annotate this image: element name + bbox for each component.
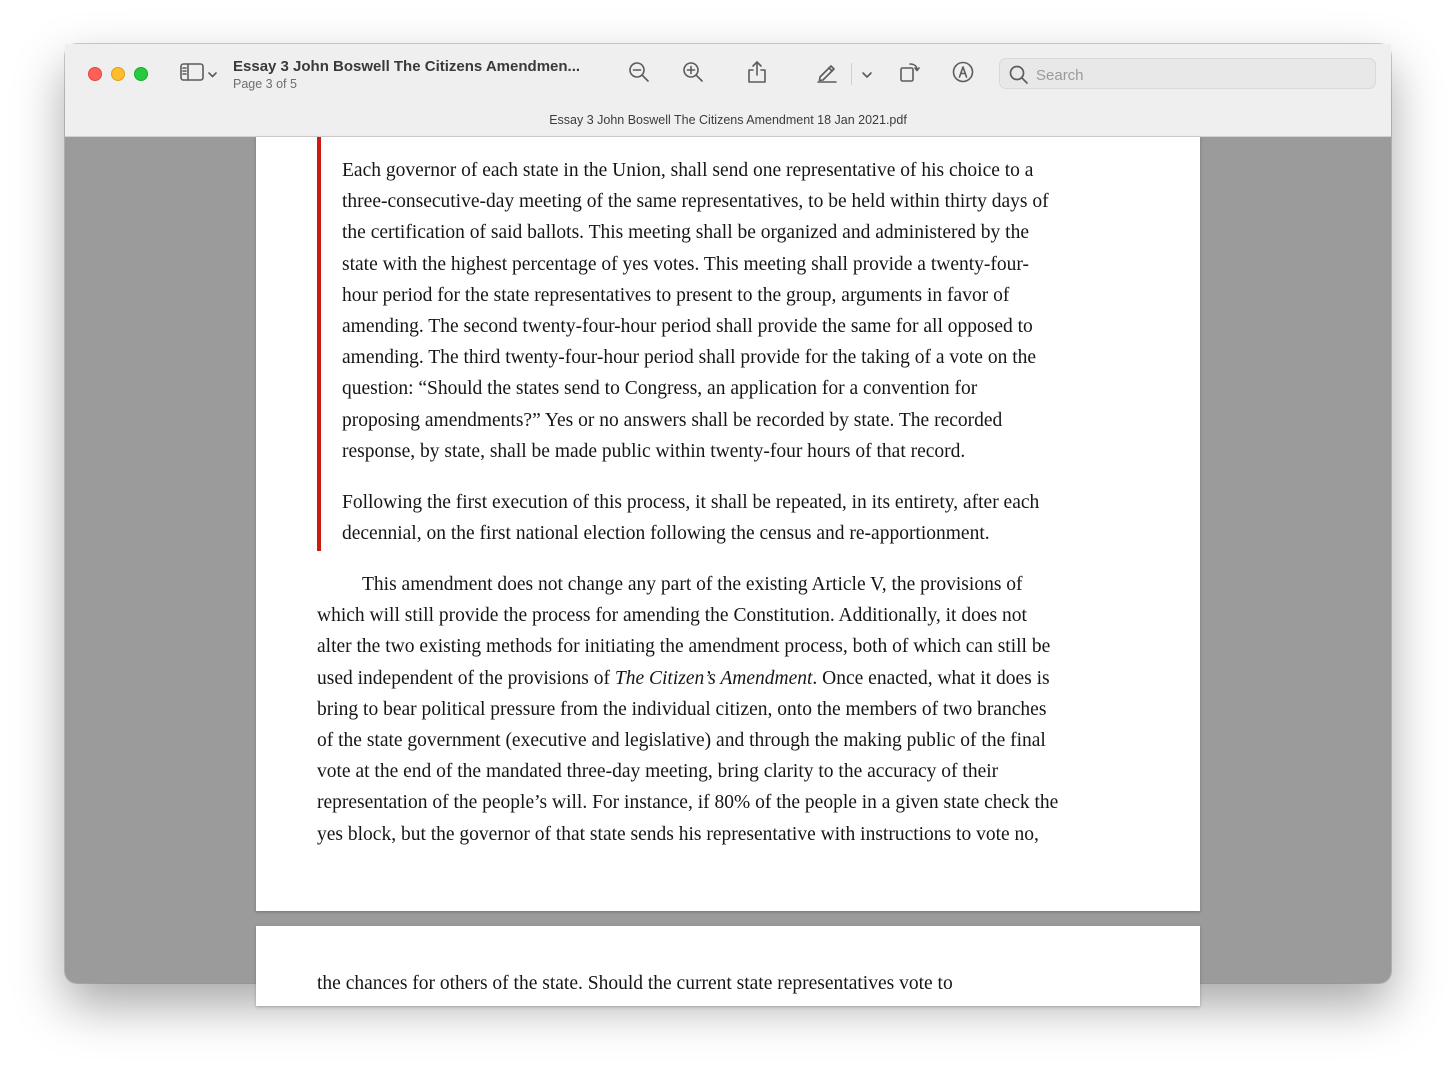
text-line: of the state government (executive and legislative) and through the making public of the final [317, 730, 1046, 752]
rotate-icon [898, 61, 920, 88]
text-line: This amendment does not change any part of the existing Article V, the provisions of [362, 574, 1023, 595]
text-line [317, 663, 1153, 694]
share-button[interactable] [743, 61, 771, 87]
text-line: hour period for the state representatives to present to the group, arguments in favor of [342, 284, 1010, 306]
text-line: the certification of said ballots. This meeting shall be organized and administered by the [342, 222, 1030, 244]
close-window-button[interactable] [88, 67, 102, 81]
text-line: alter the two existing methods for initiating the amendment process, both of which can still be [317, 636, 1051, 658]
text-line: response, by state, shall be made public within twenty-four hours of that record. [342, 440, 966, 462]
quote-paragraph-1 [342, 155, 1152, 467]
text-line: proposing amendments?” Yes or no answers shall be recorded by state. The recorded [342, 409, 1003, 431]
search-icon [1009, 65, 1028, 89]
text-line: Following the first execution of this process, it shall be repeated, in its entirety, after each [342, 492, 1040, 513]
toolbar-separator [851, 63, 852, 85]
zoom-out-button[interactable] [625, 61, 653, 87]
text-line: yes block, but the governor of that state sends his representative with instructions to vote no, [317, 823, 1039, 845]
markup-pen-icon [816, 61, 838, 88]
next-page-partial-text [317, 968, 1153, 999]
chevron-down-icon [208, 65, 217, 83]
text-line: Each governor of each state in the Union, shall send one representative of his choice to a [342, 160, 1034, 181]
italic-title: The Citizen’s Amendment [614, 667, 813, 689]
pdf-page-4 [256, 926, 1200, 1006]
document-filename: Essay 3 John Boswell The Citizens Amendment 18 Jan 2021.pdf [549, 113, 907, 127]
text-line: representation of the people’s will. For instance, if 80% of the people in a given state check the [317, 792, 1059, 814]
text-line: which will still provide the process for amending the Constitution. Additionally, it does not [317, 605, 1027, 627]
text-line: state with the highest percentage of yes votes. This meeting shall provide a twenty-four- [342, 253, 1029, 275]
fullscreen-window-button[interactable] [134, 67, 148, 81]
annotate-icon [952, 61, 974, 88]
text-line: the chances for others of the state. Should the current state representatives vote to [317, 973, 953, 994]
text-segment: . Once enacted, what it does is [812, 667, 1050, 689]
markup-options-button[interactable] [857, 61, 877, 87]
sidebar-toggle-button[interactable] [177, 61, 219, 87]
text-line: question: “Should the states send to Congress, an application for a convention for [342, 378, 978, 400]
minimize-window-button[interactable] [111, 67, 125, 81]
markup-button[interactable] [813, 61, 841, 87]
zoom-out-icon [628, 61, 650, 88]
text-segment: used independent of the provisions of [317, 667, 615, 689]
sidebar-icon [180, 63, 204, 86]
text-line: three-consecutive-day meeting of the same representatives, to be held within thirty days of [342, 191, 1049, 213]
titlebar [65, 44, 1391, 137]
pdf-page-3 [256, 137, 1200, 911]
text-line: bring to bear political pressure from the individual citizen, onto the members of two branches [317, 698, 1047, 720]
preview-window [65, 44, 1391, 994]
zoom-in-icon [682, 61, 704, 88]
document-title: Essay 3 John Boswell The Citizens Amendmen... [233, 58, 581, 75]
share-icon [747, 60, 767, 89]
text-line: amending. The second twenty-four-hour period shall provide the same for all opposed to [342, 316, 1033, 338]
annotate-button[interactable] [949, 61, 977, 87]
text-line: decennial, on the first national election following the census and re-apportionment. [342, 523, 990, 545]
quote-accent-bar [317, 137, 321, 551]
text-line: vote at the end of the mandated three-day meeting, bring clarity to the accuracy of their [317, 761, 999, 783]
body-paragraph [317, 569, 1153, 850]
chevron-down-icon [862, 65, 872, 83]
search-input[interactable] [1034, 63, 1368, 87]
quote-paragraph-2 [342, 487, 1152, 549]
page-indicator: Page 3 of 5 [233, 77, 297, 91]
rotate-button[interactable] [895, 61, 923, 87]
search-field[interactable] [999, 58, 1376, 89]
text-line: amending. The third twenty-four-hour period shall provide for the taking of a vote on the [342, 347, 1037, 369]
zoom-in-button[interactable] [679, 61, 707, 87]
